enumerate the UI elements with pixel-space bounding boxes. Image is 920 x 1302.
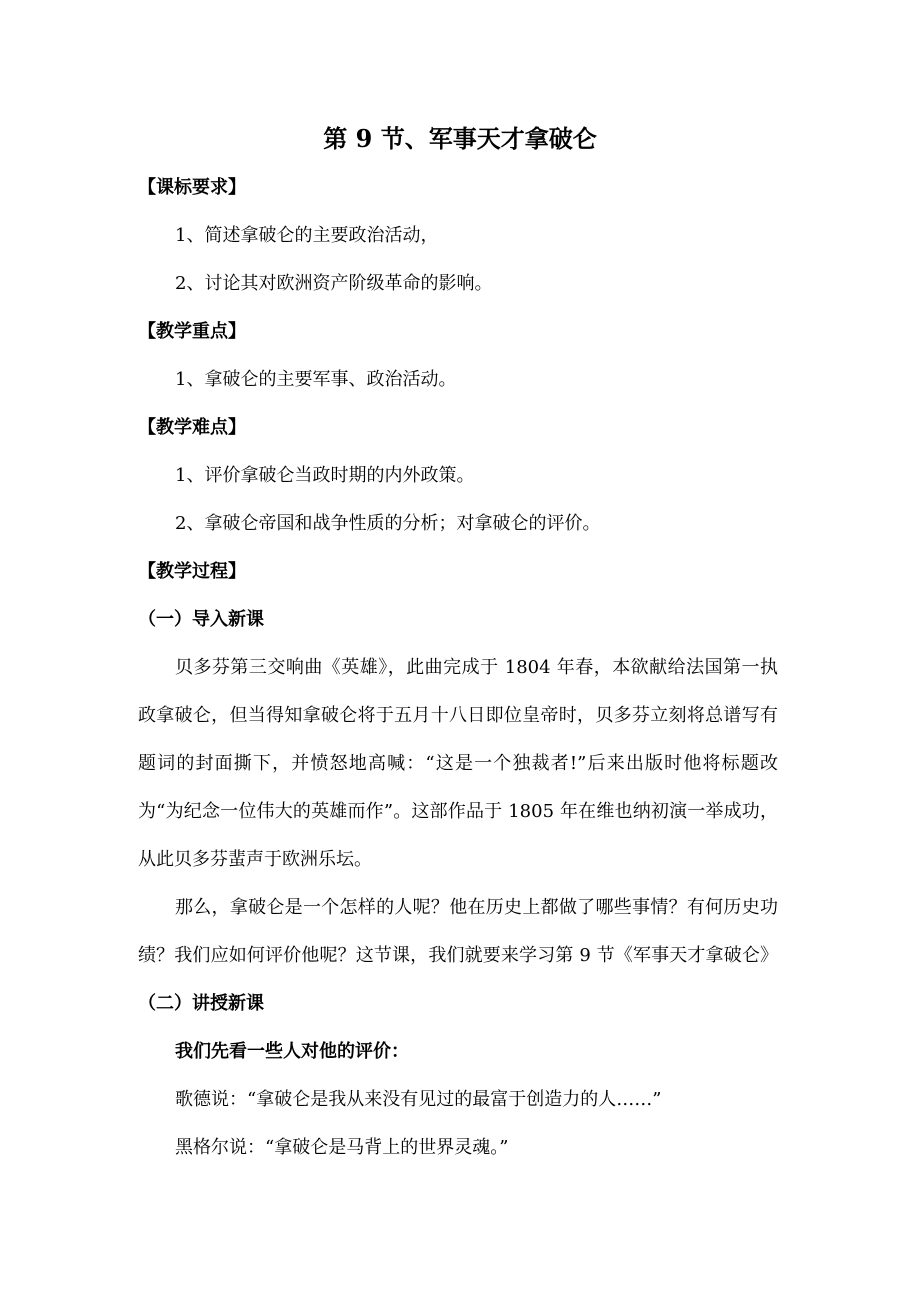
paragraph-line: 从此贝多芬蜚声于欧洲乐坛。 [138, 849, 372, 870]
paragraph-line: 为“为纪念一位伟大的英雄而作”。这部作品于 1805 年在维也纳初演一举成功， [138, 801, 778, 822]
paragraph-line: 政拿破仑，但当得知拿破仑将于五月十八日即位皇帝时，贝多芬立刻将总谱写有 [138, 705, 778, 726]
process-heading: 【教学过程】 [138, 561, 246, 582]
part1-heading: （一）导入新课 [138, 609, 264, 630]
curriculum-heading: 【课标要求】 [138, 177, 246, 198]
difficulties-heading: 【教学难点】 [138, 417, 246, 438]
paragraph-line: 那么，拿破仑是一个怎样的人呢？他在历史上都做了哪些事情？有何历史功 [175, 897, 778, 918]
difficulties-item: 1、评价拿破仑当政时期的内外政策。 [175, 465, 475, 486]
paragraph-line: 题词的封面撕下，并愤怒地高喊：“这是一个独裁者!”后来出版时他将标题改 [138, 753, 778, 774]
part2-intro: 我们先看一些人对他的评价： [175, 1041, 409, 1062]
curriculum-item: 1、简述拿破仑的主要政治活动， [175, 225, 439, 246]
key-points-item: 1、拿破仑的主要军事、政治活动。 [175, 369, 457, 390]
page-title: 第 9 节、军事天才拿破仑 [323, 124, 597, 153]
paragraph-line: 绩？我们应如何评价他呢？这节课，我们就要来学习第 9 节《军事天才拿破仑》 [138, 945, 778, 966]
part2-heading: （二）讲授新课 [138, 993, 264, 1014]
key-points-heading: 【教学重点】 [138, 321, 246, 342]
curriculum-item: 2、讨论其对欧洲资产阶级革命的影响。 [175, 273, 493, 294]
paragraph-line: 贝多芬第三交响曲《英雄》，此曲完成于 1804 年春，本欲献给法国第一执 [175, 657, 778, 678]
difficulties-item: 2、拿破仑帝国和战争性质的分析；对拿破仑的评价。 [175, 513, 601, 534]
quote-line: 黑格尔说：“拿破仑是马背上的世界灵魂。” [175, 1137, 509, 1158]
quote-line: 歌德说：“拿破仑是我从来没有见过的最富于创造力的人……” [175, 1089, 662, 1110]
